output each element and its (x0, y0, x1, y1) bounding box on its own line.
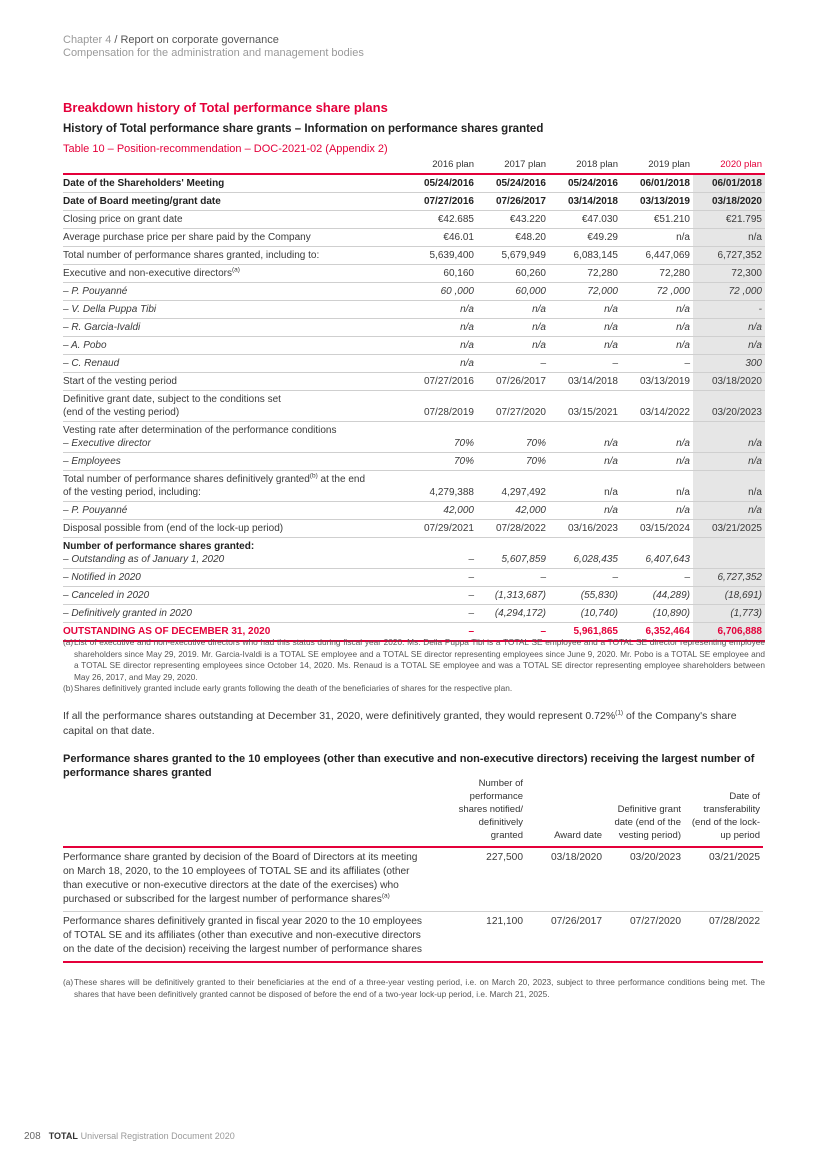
cell-value: 42,000 (405, 502, 477, 520)
table-row (63, 520, 765, 538)
table-row (63, 471, 765, 502)
cell-value: 6,352,464 (621, 623, 693, 642)
cell-value: 03/20/2023 (605, 847, 684, 912)
cell-value: 07/27/2020 (605, 912, 684, 963)
running-header (63, 34, 364, 60)
table-row (63, 319, 765, 337)
label-text: – R. Garcia-Ivaldi (63, 322, 141, 333)
cell-value: 121,100 (447, 912, 526, 963)
footnote-text: These shares will be definitively granted to their beneficiaries at the end of a three-year vesting period, i.e. on March 20, 2023, subject to three performance conditions being met. The shares that have been definitively granted cannot be disposed of before the end of a two-year lock-up period, i.e. March 21, 2025. (74, 977, 765, 999)
cell-value: n/a (405, 319, 477, 337)
cell-value: 03/14/2022 (621, 391, 693, 422)
row-label (63, 538, 405, 569)
label-text: Start of the vesting period (63, 376, 177, 387)
footnote-mark: (a) (63, 977, 74, 987)
cell-value (693, 538, 765, 569)
cell-value: – (621, 569, 693, 587)
label-text: – Notified in 2020 (63, 572, 141, 583)
label-text: Closing price on grant date (63, 214, 183, 225)
cell-value: n/a (693, 337, 765, 355)
cell-value: 6,706,888 (693, 623, 765, 642)
cell-value: n/a (621, 502, 693, 520)
label-text: – P. Pouyanné (63, 286, 128, 297)
cell-value: n/a (549, 337, 621, 355)
cell-value: €47.030 (549, 211, 621, 229)
cell-value: n/a (549, 422, 621, 453)
table-row (63, 174, 765, 193)
label-text: Average purchase price per share paid by the Company (63, 232, 311, 243)
cell-value: n/a (693, 319, 765, 337)
subtitle: History of Total performance share grants – Information on performance shares granted (63, 123, 544, 135)
label-text: – Employees (63, 456, 121, 467)
cell-value: €42.685 (405, 211, 477, 229)
row-label (63, 355, 405, 373)
cell-value: 42,000 (477, 502, 549, 520)
label-text: Performance share granted by decision of the Board of Directors at its meeting on March 18, 2020, to the 10 employees of TOTAL SE and its affiliates (other than executive or non-executive directors at the date of the exercises) who purchased or subscribed for the largest number of performance shares (63, 852, 418, 905)
row-label (63, 373, 405, 391)
table-row (63, 502, 765, 520)
label-tail: at the end (317, 474, 366, 485)
cell-value: n/a (693, 471, 765, 502)
cell-value: (1,313,687) (477, 587, 549, 605)
table-row (63, 605, 765, 623)
cell-value: 227,500 (447, 847, 526, 912)
section2-title: Performance shares granted to the 10 employees (other than executive and non-executive directors) receiving the largest number of performance shares granted (63, 753, 755, 779)
separator: / (111, 34, 121, 46)
cell-value: – (405, 569, 477, 587)
cell-value: n/a (405, 337, 477, 355)
table-row (63, 847, 763, 912)
cell-value: n/a (621, 229, 693, 247)
row-label (63, 471, 405, 502)
cell-value: n/a (477, 301, 549, 319)
page-footer (24, 1131, 235, 1142)
cell-value: n/a (693, 422, 765, 453)
table-title: Table 10 – Position-recommendation – DOC-2021-02 (Appendix 2) (63, 143, 388, 155)
cell-value: n/a (693, 502, 765, 520)
cell-value: n/a (477, 337, 549, 355)
cell-value: 70% (477, 422, 549, 453)
cell-value: 72,300 (693, 265, 765, 283)
label-text: Definitive grant date, subject to the conditions set (63, 394, 281, 405)
cell-value: n/a (693, 453, 765, 471)
cell-value: 06/01/2018 (621, 174, 693, 193)
section-name: Compensation for the administration and management bodies (63, 47, 364, 59)
table-row (63, 569, 765, 587)
cell-value: 03/14/2018 (549, 193, 621, 211)
cell-value: 07/26/2017 (477, 193, 549, 211)
table-row (63, 301, 765, 319)
cell-value: n/a (549, 453, 621, 471)
cell-value: n/a (549, 319, 621, 337)
cell-value: €43.220 (477, 211, 549, 229)
cell-value: 07/27/2016 (405, 373, 477, 391)
column-header: 2018 plan (549, 156, 621, 174)
footnote-ref: (a) (381, 892, 390, 900)
row-label (63, 174, 405, 193)
cell-value: – (405, 623, 477, 642)
cell-value: 03/21/2025 (693, 520, 765, 538)
share-capital-paragraph (63, 709, 765, 739)
cell-value: (4,294,172) (477, 605, 549, 623)
cell-value: 05/24/2016 (477, 174, 549, 193)
cell-value: €49.29 (549, 229, 621, 247)
cell-value: 05/24/2016 (405, 174, 477, 193)
row-label (63, 605, 405, 623)
header-blank (63, 774, 447, 847)
cell-value: n/a (621, 453, 693, 471)
row-label (63, 265, 405, 283)
performance-share-history-table (63, 156, 765, 642)
cell-value: 03/18/2020 (693, 193, 765, 211)
cell-value: n/a (477, 319, 549, 337)
cell-value: 6,028,435 (549, 538, 621, 569)
cell-value: – (549, 355, 621, 373)
cell-value: – (477, 569, 549, 587)
cell-value: 70% (477, 453, 549, 471)
label-text: Disposal possible from (end of the lock-up period) (63, 523, 284, 534)
cell-value: n/a (405, 355, 477, 373)
table-header-row (63, 156, 765, 174)
footnote-text: Shares definitively granted include early grants following the death of the beneficiaries of shares for the respective plan. (74, 683, 513, 693)
table-row (63, 538, 765, 569)
row-label (63, 319, 405, 337)
row-label (63, 301, 405, 319)
cell-value: €21.795 (693, 211, 765, 229)
label-line2: – Outstanding as of January 1, 2020 (63, 554, 225, 565)
cell-value: n/a (549, 502, 621, 520)
cell-value: n/a (693, 229, 765, 247)
cell-value: n/a (405, 301, 477, 319)
row-label (63, 569, 405, 587)
label-text: Performance shares definitively granted in fiscal year 2020 to the 10 employees of TOTAL SE and its affiliates (other than executive and non-executive directors on the date of the decision) receiving the largest number of performance shares (63, 916, 423, 955)
cell-value: 03/20/2023 (693, 391, 765, 422)
cell-value: 72,280 (549, 265, 621, 283)
footnote-ref: (1) (615, 709, 624, 717)
cell-value: n/a (621, 422, 693, 453)
label-text: OUTSTANDING AS OF DECEMBER 31, 2020 (63, 626, 271, 637)
cell-value: 60,000 (477, 283, 549, 301)
cell-value: 6,727,352 (693, 247, 765, 265)
table-row (63, 229, 765, 247)
label-text: – C. Renaud (63, 358, 120, 369)
row-label (63, 283, 405, 301)
label-text: – A. Pobo (63, 340, 107, 351)
cell-value: 6,083,145 (549, 247, 621, 265)
document-name: Universal Registration Document 2020 (80, 1131, 235, 1141)
footnote-ref: (b) (309, 472, 318, 480)
cell-value: 07/29/2021 (405, 520, 477, 538)
cell-value: 03/21/2025 (684, 847, 763, 912)
cell-value: 6,447,069 (621, 247, 693, 265)
table-row (63, 422, 765, 453)
cell-value: (18,691) (693, 587, 765, 605)
cell-value: 07/28/2022 (684, 912, 763, 963)
label-text: Total number of performance shares definitively granted (63, 474, 310, 485)
label-text: Executive and non-executive directors (63, 268, 232, 279)
cell-value: €48.20 (477, 229, 549, 247)
column-header: 2020 plan (693, 156, 765, 174)
label-line2: of the vesting period, including: (63, 487, 201, 498)
label-text: – Canceled in 2020 (63, 590, 150, 601)
cell-value: – (405, 605, 477, 623)
cell-value: 5,679,949 (477, 247, 549, 265)
table-row (63, 193, 765, 211)
cell-value: 70% (405, 422, 477, 453)
footnote (63, 683, 765, 695)
cell-value: 03/13/2019 (621, 193, 693, 211)
cell-value: 07/28/2022 (477, 520, 549, 538)
table-row (63, 337, 765, 355)
cell-value: 03/16/2023 (549, 520, 621, 538)
cell-value: – (549, 569, 621, 587)
page-number: 208 (24, 1131, 41, 1142)
footnote-text: List of executive and non-executive directors who had this status during fiscal year 2020. Ms. Della Puppa Tibi is a TOTAL SE employee and a TOTAL SE director representing employee shareholders since May 29, 2019. Mr. Garcia-Ivaldi is a TOTAL SE employee and a TOTAL SE director representing employees since June 9, 2020. Mr. Pobo is a TOTAL SE employee and a TOTAL SE director representing employees since October 14, 2020. Ms. Renaud is a TOTAL SE employee and was a TOTAL SE director representing employee shareholders between May 26, 2017, and May 29, 2020. (74, 637, 765, 682)
table-row (63, 912, 763, 963)
cell-value: - (693, 301, 765, 319)
table2-footnotes (63, 977, 765, 1000)
footnote (63, 637, 765, 683)
cell-value: 03/18/2020 (526, 847, 605, 912)
column-header: 2017 plan (477, 156, 549, 174)
cell-value: – (477, 355, 549, 373)
table-row (63, 283, 765, 301)
cell-value: (1,773) (693, 605, 765, 623)
section-title: Breakdown history of Total performance share plans (63, 100, 388, 115)
column-header: Definitive grant date (end of the vesting period) (605, 774, 684, 847)
cell-value: – (621, 355, 693, 373)
cell-value: 6,407,643 (621, 538, 693, 569)
column-header: Number of performance shares notified/ definitively granted (447, 774, 526, 847)
label-text: Date of Board meeting/grant date (63, 196, 221, 207)
cell-value: 4,297,492 (477, 471, 549, 502)
cell-value: 72,000 (549, 283, 621, 301)
paragraph-text-end: of the Company's share capital on that date. (63, 710, 737, 737)
chapter-number: Chapter 4 (63, 34, 112, 46)
row-label (63, 337, 405, 355)
cell-value: 03/15/2024 (621, 520, 693, 538)
label-text: Date of the Shareholders' Meeting (63, 178, 225, 189)
cell-value: (10,890) (621, 605, 693, 623)
row-label (63, 453, 405, 471)
label-text: – P. Pouyanné (63, 505, 128, 516)
cell-value: 03/18/2020 (693, 373, 765, 391)
cell-value: 03/14/2018 (549, 373, 621, 391)
table-row (63, 355, 765, 373)
footnote-mark: (a) (63, 637, 74, 647)
label-line2: – Executive director (63, 438, 151, 449)
row-label (63, 247, 405, 265)
table-row (63, 391, 765, 422)
cell-value: 60,260 (477, 265, 549, 283)
cell-value: 07/26/2017 (477, 373, 549, 391)
table1-footnotes (63, 637, 765, 695)
column-header: Award date (526, 774, 605, 847)
cell-value: n/a (549, 471, 621, 502)
footnote-mark: (b) (63, 683, 74, 693)
label-text: Vesting rate after determination of the performance conditions (63, 425, 337, 436)
label-text: – V. Della Puppa Tibi (63, 304, 157, 315)
table-row (63, 211, 765, 229)
label-text: Total number of performance shares granted, including to: (63, 250, 320, 261)
paragraph-text: If all the performance shares outstanding at December 31, 2020, were definitively granted, they would represent 0.72% (63, 710, 616, 722)
cell-value: (55,830) (549, 587, 621, 605)
row-label (63, 229, 405, 247)
row-label (63, 847, 447, 912)
cell-value: 300 (693, 355, 765, 373)
cell-value: 03/15/2021 (549, 391, 621, 422)
table-row (63, 247, 765, 265)
cell-value: 72 ,000 (693, 283, 765, 301)
footnote (63, 977, 765, 1000)
cell-value: n/a (549, 301, 621, 319)
top-10-employees-table (63, 774, 763, 963)
row-label (63, 391, 405, 422)
row-label (63, 211, 405, 229)
cell-value: 07/27/2020 (477, 391, 549, 422)
cell-value: 5,607,859 (477, 538, 549, 569)
table-row (63, 265, 765, 283)
cell-value: 60 ,000 (405, 283, 477, 301)
cell-value: 07/28/2019 (405, 391, 477, 422)
row-label (63, 502, 405, 520)
cell-value: n/a (621, 301, 693, 319)
cell-value: 05/24/2016 (549, 174, 621, 193)
cell-value: 6,727,352 (693, 569, 765, 587)
cell-value: n/a (621, 471, 693, 502)
cell-value: 72 ,000 (621, 283, 693, 301)
row-label (63, 193, 405, 211)
row-label (63, 912, 447, 963)
cell-value: 5,961,865 (549, 623, 621, 642)
column-header: 2019 plan (621, 156, 693, 174)
label-line2: (end of the vesting period) (63, 407, 180, 418)
cell-value: – (477, 623, 549, 642)
footnote-ref: (a) (231, 266, 240, 274)
header-blank (63, 156, 405, 174)
label-text: – Definitively granted in 2020 (63, 608, 192, 619)
row-label (63, 422, 405, 453)
cell-value: 07/27/2016 (405, 193, 477, 211)
cell-value: (10,740) (549, 605, 621, 623)
row-label (63, 520, 405, 538)
column-header: 2016 plan (405, 156, 477, 174)
cell-value: 03/13/2019 (621, 373, 693, 391)
cell-value: – (405, 587, 477, 605)
table-header-row (63, 774, 763, 847)
column-header: Date of transferability (end of the lock-up period (684, 774, 763, 847)
cell-value: n/a (621, 337, 693, 355)
cell-value: 72,280 (621, 265, 693, 283)
cell-value: (44,289) (621, 587, 693, 605)
cell-value: 06/01/2018 (693, 174, 765, 193)
cell-value: 4,279,388 (405, 471, 477, 502)
cell-value: 70% (405, 453, 477, 471)
table-row (63, 587, 765, 605)
brand-name: TOTAL (48, 1131, 78, 1141)
table-row (63, 453, 765, 471)
cell-value: – (405, 538, 477, 569)
chapter-title: Report on corporate governance (120, 34, 279, 46)
cell-value: 5,639,400 (405, 247, 477, 265)
cell-value: n/a (621, 319, 693, 337)
cell-value: 60,160 (405, 265, 477, 283)
label-text: Number of performance shares granted: (63, 541, 255, 552)
row-label (63, 587, 405, 605)
cell-value: €46.01 (405, 229, 477, 247)
cell-value: 07/26/2017 (526, 912, 605, 963)
cell-value: €51.210 (621, 211, 693, 229)
table-row (63, 373, 765, 391)
